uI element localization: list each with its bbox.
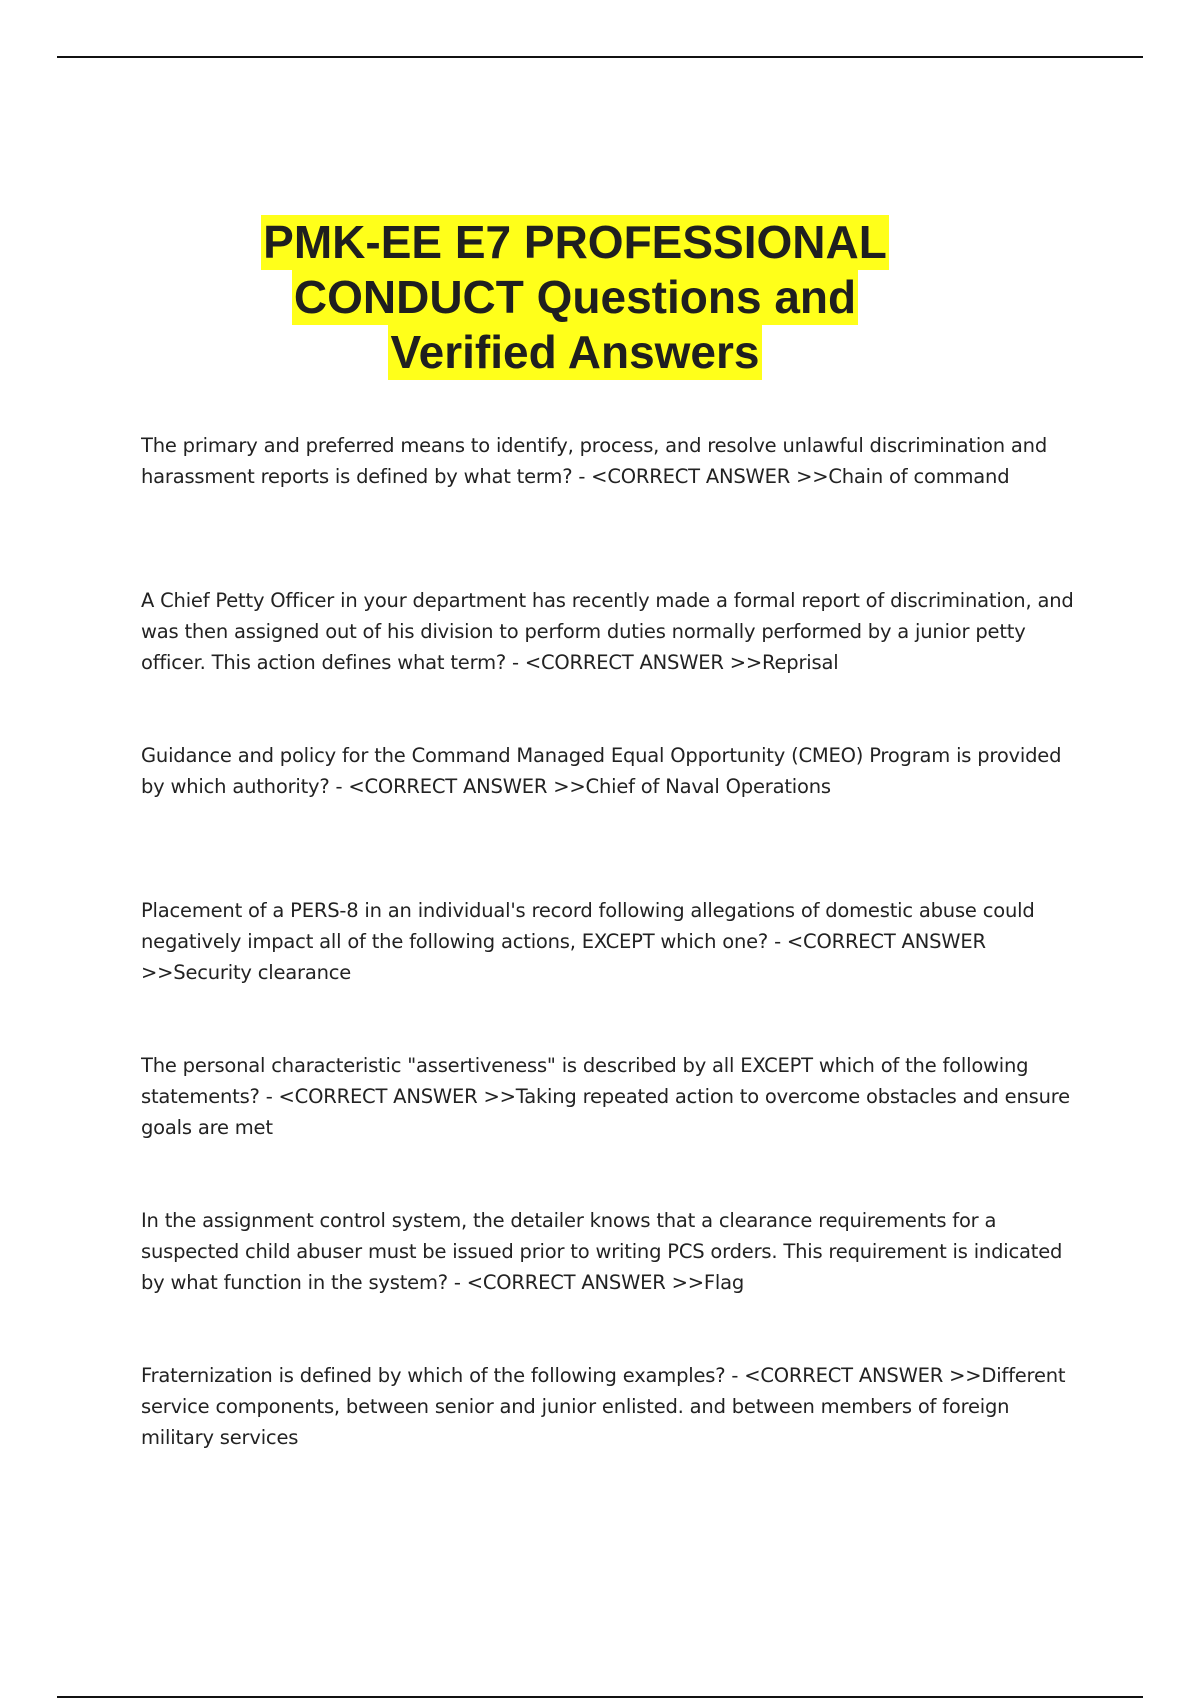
- document-title: [170, 215, 980, 380]
- title-line-1: PMK-EE E7 PROFESSIONAL: [263, 216, 887, 268]
- top-divider: [57, 56, 1143, 58]
- qa-item-7: Fraternization is defined by which of the following examples? - <CORRECT ANSWER >>Different service components, between senior and junior enlisted. and between members of foreign military services: [141, 1364, 1066, 1449]
- title-line-2: CONDUCT Questions and: [293, 271, 857, 323]
- qa-item-6: In the assignment control system, the detailer knows that a clearance requirements for a suspected child abuser must be issued prior to writing PCS orders. This requirement is indicated by what function in the system? - <CORRECT ANSWER >>Flag: [141, 1209, 1063, 1294]
- qa-item-3: Guidance and policy for the Command Managed Equal Opportunity (CMEO) Program is provided by which authority? - <CORRECT ANSWER >>Chief of Naval Operations: [141, 744, 1062, 798]
- qa-item-5: The personal characteristic "assertiveness" is described by all EXCEPT which of the following statements? - <CORRECT ANSWER >>Taking repeated action to overcome obstacles and ensure goals are met: [141, 1054, 1070, 1139]
- title-line-3: Verified Answers: [390, 326, 760, 378]
- qa-list: [141, 430, 1076, 1515]
- qa-item-1: The primary and preferred means to identify, process, and resolve unlawful discrimination and harassment reports is defined by what term? - <CORRECT ANSWER >>Chain of command: [141, 434, 1048, 488]
- qa-item-4: Placement of a PERS-8 in an individual's record following allegations of domestic abuse could negatively impact all of the following actions, EXCEPT which one? - <CORRECT ANSWER >>Security clearance: [141, 899, 1035, 984]
- qa-item-2: A Chief Petty Officer in your department has recently made a formal report of discrimination, and was then assigned out of his division to perform duties normally performed by a junior petty officer. This action defines what term? - <CORRECT ANSWER >>Reprisal: [141, 589, 1074, 674]
- bottom-divider: [57, 1696, 1143, 1698]
